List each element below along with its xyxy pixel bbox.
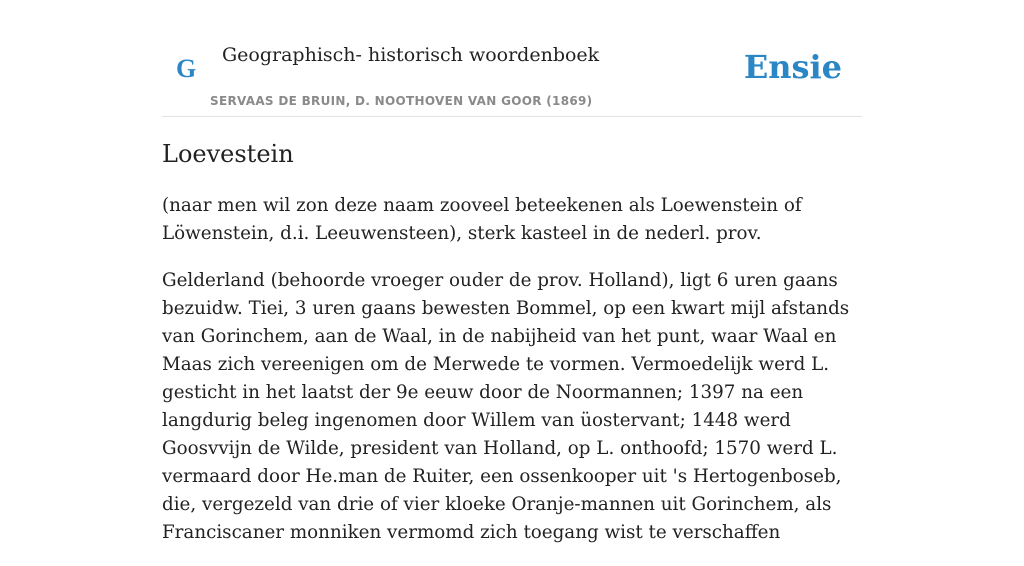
entry-paragraph: Gelderland (behoorde vroeger ouder de prov. Holland), ligt 6 uren gaans bezuidw. Tiei, 3 uren gaans bewesten Bommel, op een kwart mijl afstands van Gorinchem, aan de Waal, in de nabijheid van het punt, waar Waal en Maas zich vereenigen om de Merwede te vormen. Vermoedelijk werd L. gesticht in het laatst der 9e eeuw door de Noormannen; 1397 na een langdurig beleg ingenomen door Willem van üostervant; 1448 werd Goosvvijn de Wilde, president van Holland, op L. onthoofd; 1570 werd L. vermaard door He.man de Ruiter, een ossenkooper uit 's Hertogenboseb, die, vergezeld van drie of vier kloeke Oranje-mannen uit Gorinchem, als Franciscaner monniken vermomd zich toegang wist te verschaffen (162, 270, 850, 543)
brand-logo[interactable]: Ensie (743, 48, 842, 86)
source-header (162, 0, 862, 117)
book-logo-icon[interactable]: G (176, 54, 197, 83)
book-title[interactable]: Geographisch- historisch woordenboek (222, 44, 600, 66)
entry-content (162, 192, 862, 566)
book-authors: SERVAAS DE BRUIN, D. NOOTHOVEN VAN GOOR (1869) (210, 94, 593, 108)
entry-headword: Loevestein (162, 140, 294, 168)
entry-paragraph: (naar men wil zon deze naam zooveel beteekenen als Loewenstein of Löwenstein, d.i. Leeuwensteen), sterk kasteel in de nederl. prov. (162, 195, 802, 244)
